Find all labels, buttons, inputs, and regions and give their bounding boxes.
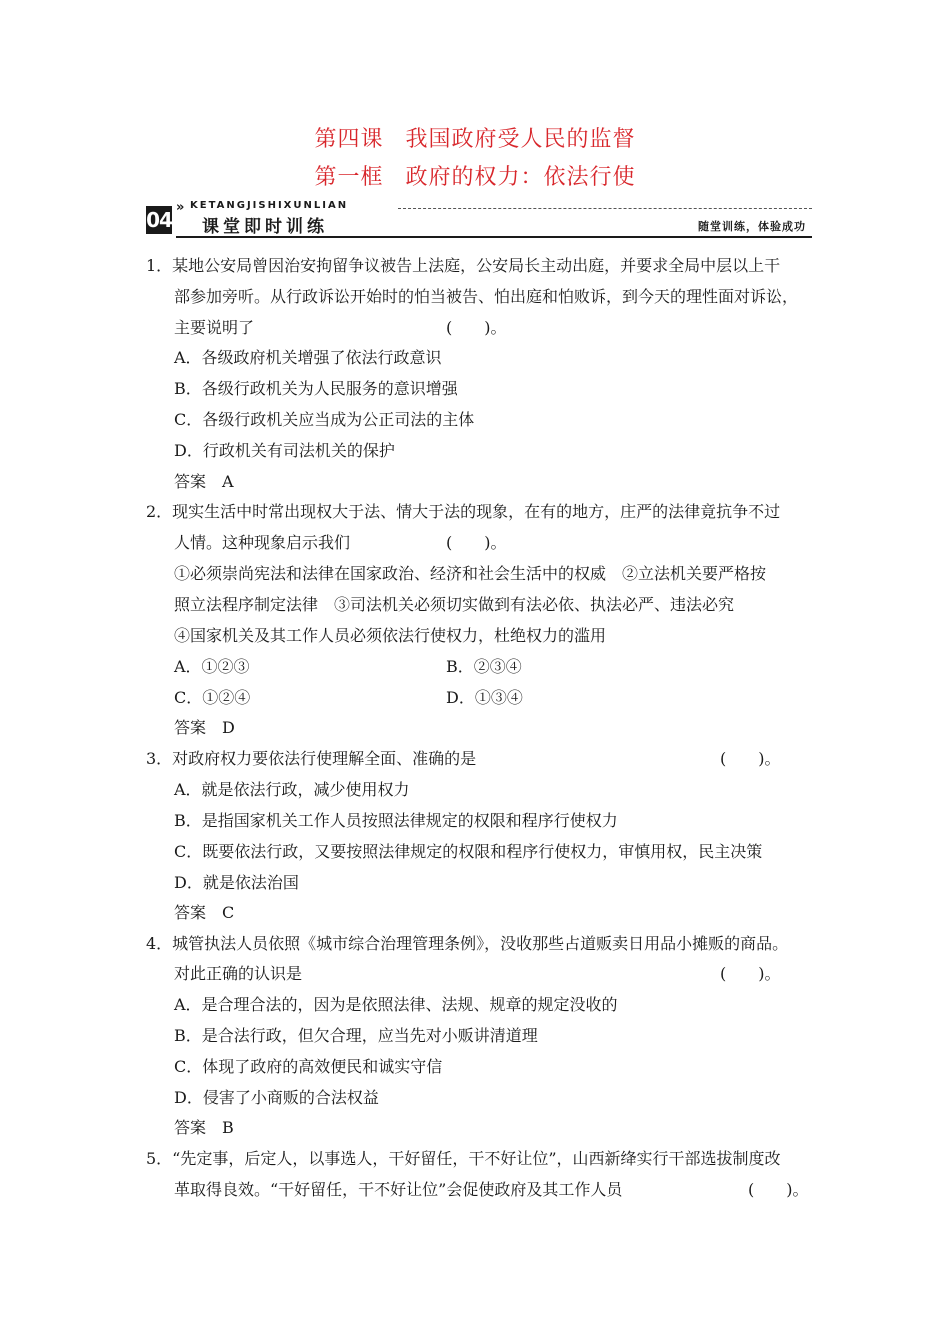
lesson-name: 我国政府受人民的监督	[405, 127, 636, 152]
question-3-option-c: C．既要依法行政，又要按照法律规定的权限和程序行使权力，审慎用权，民主决策	[174, 842, 763, 861]
question-3-answer: 答案 C	[174, 903, 235, 922]
double-chevron-icon: »	[176, 200, 185, 215]
question-4-option-a: A．是合理合法的，因为是依照法律、法规、规章的规定没收的	[174, 995, 618, 1014]
question-2-statement-line-1: ①必须崇尚宪法和法律在国家政治、经济和社会生活中的权威 ②立法机关要严格按	[174, 564, 767, 583]
question-1-line-3: 主要说明了	[174, 318, 255, 337]
question-1-line-1: 1．某地公安局曾因治安拘留争议被告上法庭，公安局长主动出庭，并要求全局中层以上干	[146, 256, 781, 275]
question-1-line-2: 部参加旁听。从行政诉讼开始时的怕当被告、怕出庭和怕败诉，到今天的理性面对诉讼，	[174, 287, 799, 306]
banner-slogan: 随堂训练，体验成功	[698, 220, 806, 233]
question-3-answer-blank: ( )。	[720, 749, 781, 768]
question-2-answer: 答案 D	[174, 718, 235, 737]
section-name: 政府的权力：依法行使	[405, 165, 636, 190]
question-4-option-c: C．体现了政府的高效便民和诚实守信	[174, 1057, 443, 1076]
question-2-statement-line-3: ④国家机关及其工作人员必须依法行使权力，杜绝权力的滥用	[174, 626, 607, 645]
question-5-line-2: 革取得良效。“干好留任，干不好让位”会促使政府及其工作人员	[174, 1180, 623, 1199]
section-number: 第一框	[314, 165, 384, 190]
question-2-line-1: 2．现实生活中时常出现权大于法、情大于法的现象，在有的地方，庄严的法律竟抗争不过	[146, 502, 781, 521]
question-3-line-1: 3．对政府权力要依法行使理解全面、准确的是	[146, 749, 477, 768]
question-2-option-b: B．②③④	[446, 657, 522, 676]
banner-pinyin: KETANGJISHIXUNLIAN	[190, 200, 349, 211]
question-1-option-d: D．行政机关有司法机关的保护	[174, 441, 395, 460]
lesson-number: 第四课	[314, 127, 384, 152]
banner-number-badge: 04	[146, 208, 172, 232]
question-4-line-1: 4．城管执法人员依照《城市综合治理管理条例》，没收那些占道贩卖日用品小摊贩的商品。	[146, 934, 789, 953]
question-2-line-2: 人情。这种现象启示我们	[174, 533, 351, 552]
question-4-answer: 答案 B	[174, 1118, 234, 1137]
question-1-answer: 答案 A	[174, 472, 234, 491]
banner-dashed-divider	[398, 208, 812, 209]
question-2-option-d: D．①③④	[446, 688, 523, 707]
banner-heading: 课堂即时训练	[202, 217, 328, 237]
section-title	[0, 160, 950, 191]
question-5-line-1: 5．“先定事，后定人，以事选人，干好留任，干不好让位”，山西新绛实行干部选拔制度改	[146, 1149, 781, 1168]
question-3-option-d: D．就是依法治国	[174, 873, 299, 892]
question-2-answer-blank: ( )。	[446, 533, 507, 552]
question-2-option-a: A．①②③	[174, 657, 250, 676]
question-4-option-d: D．侵害了小商贩的合法权益	[174, 1088, 379, 1107]
question-3-option-a: A．就是依法行政，减少使用权力	[174, 780, 410, 799]
lesson-title	[0, 122, 950, 153]
question-1-answer-blank: ( )。	[446, 318, 507, 337]
section-banner	[146, 198, 812, 238]
question-4-line-2: 对此正确的认识是	[174, 964, 303, 983]
question-3-option-b: B．是指国家机关工作人员按照法律规定的权限和程序行使权力	[174, 811, 618, 830]
question-1-option-c: C．各级行政机关应当成为公正司法的主体	[174, 410, 475, 429]
question-1-option-a: A．各级政府机关增强了依法行政意识	[174, 348, 442, 367]
banner-underline	[176, 236, 812, 238]
question-1-option-b: B．各级行政机关为人民服务的意识增强	[174, 379, 458, 398]
question-4-answer-blank: ( )。	[720, 964, 781, 983]
question-4-option-b: B．是合法行政，但欠合理，应当先对小贩讲清道理	[174, 1026, 538, 1045]
question-5-answer-blank: ( )。	[748, 1180, 809, 1199]
question-2-option-c: C．①②④	[174, 688, 251, 707]
question-2-statement-line-2: 照立法程序制定法律 ③司法机关必须切实做到有法必依、执法必严、违法必究	[174, 595, 735, 614]
